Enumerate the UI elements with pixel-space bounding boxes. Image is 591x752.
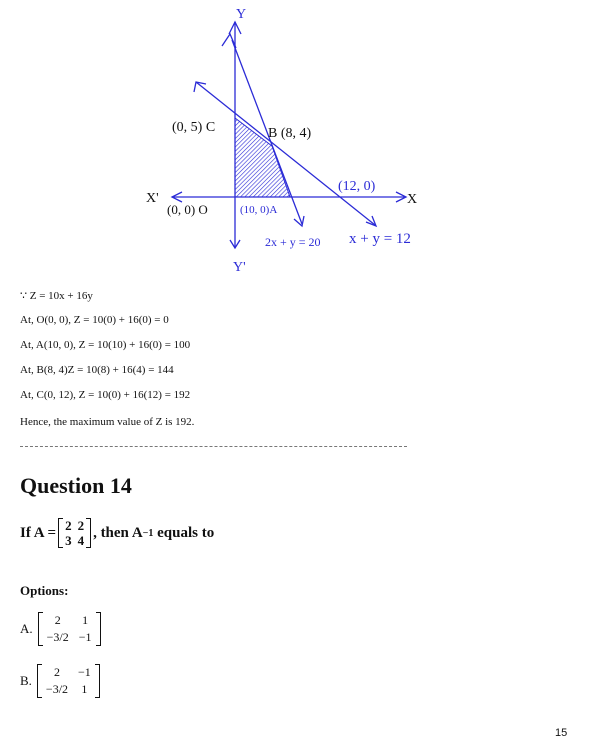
- question-suffix: , then A: [93, 524, 143, 541]
- axis-y-top: Y: [236, 7, 247, 22]
- solution-line-3: At, A(10, 0), Z = 10(10) + 16(0) = 100: [20, 339, 191, 351]
- page-number: 15: [555, 727, 568, 739]
- question-prefix: If A =: [20, 524, 57, 541]
- matrix-cell: 2: [53, 665, 60, 679]
- option-a-matrix: [38, 612, 101, 646]
- matrix-cell: −1: [78, 665, 91, 679]
- line-x-y-12: [196, 82, 375, 225]
- option-b-matrix: [37, 664, 100, 698]
- option-b[interactable]: [20, 664, 102, 698]
- option-a[interactable]: [20, 612, 103, 646]
- line2-arrow-top: [194, 82, 206, 92]
- section-divider: [20, 446, 407, 447]
- axis-x-right: X: [407, 192, 418, 207]
- matrix-cell: −1: [78, 630, 92, 644]
- matrix-cell: 1: [82, 613, 89, 627]
- label-b: B (8, 4): [268, 126, 312, 141]
- matrix-cell: 2: [54, 613, 61, 627]
- label-line2: x + y = 12: [349, 231, 411, 247]
- axis-y-bottom: Y': [233, 260, 246, 275]
- lpp-graph: [0, 0, 591, 280]
- matrix-a: [58, 518, 91, 548]
- options-label: Options:: [20, 583, 69, 598]
- option-letter: B.: [20, 673, 32, 688]
- matrix-cell: 3: [65, 533, 72, 548]
- solution-conclusion: Hence, the maximum value of Z is 192.: [20, 416, 195, 428]
- matrix-cell: 1: [81, 682, 88, 696]
- question-suffix-2: equals to: [153, 524, 215, 541]
- question-text: [20, 518, 214, 548]
- label-c: (0, 5) C: [172, 120, 216, 135]
- matrix-cell: 4: [77, 533, 85, 548]
- label-line1: 2x + y = 20: [265, 235, 321, 249]
- option-letter: A.: [20, 621, 33, 636]
- question-title: Question 14: [20, 473, 132, 498]
- solution-line-5: At, C(0, 12), Z = 10(0) + 16(12) = 192: [20, 389, 191, 401]
- label-o: (0, 0) O: [167, 202, 208, 217]
- matrix-cell: 2: [77, 518, 85, 533]
- inverse-superscript: −1: [142, 527, 154, 539]
- matrix-cell: −3/2: [45, 682, 69, 696]
- axis-x-left: X': [146, 191, 159, 206]
- label-12: (12, 0): [338, 179, 376, 194]
- solution-line-4: At, B(8, 4)Z = 10(8) + 16(4) = 144: [20, 364, 174, 376]
- matrix-cell: 2: [65, 518, 72, 533]
- matrix-cell: −3/2: [46, 630, 69, 644]
- solution-line-1: ∵ Z = 10x + 16y: [20, 290, 93, 302]
- label-a: (10, 0)A: [240, 204, 278, 216]
- solution-line-2: At, O(0, 0), Z = 10(0) + 16(0) = 0: [20, 314, 169, 326]
